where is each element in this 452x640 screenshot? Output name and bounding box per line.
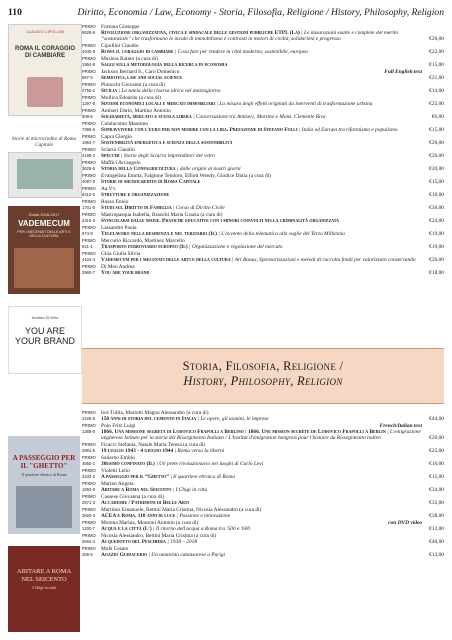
isbn-code: PRIMO 268-9: [82, 546, 96, 558]
entry-price: €44,00: [429, 416, 444, 423]
catalog-entry: [82, 251, 444, 263]
entry-author: Capra Giorgio: [101, 134, 132, 141]
entry-author: Iori Tullia, Mariotti Magno Alessandro (a cura di): [101, 410, 209, 416]
catalog-entry: [82, 533, 444, 545]
catalog-entry: [82, 43, 444, 55]
entry-title: Abitare a Roma nel Seicento: [101, 487, 172, 494]
entry-title: A passeggio per il “Ghetto”: [101, 474, 169, 481]
entry-author: Russo Ennio: [101, 199, 129, 206]
page-header: [8, 6, 444, 20]
entry-price: €12,00: [429, 526, 444, 533]
catalog-entry: [82, 199, 444, 211]
entry-body: [101, 43, 422, 55]
entry-title: Telelavoro nella residenza e nel terziario (Il): [101, 231, 217, 238]
book-cover-brand: [8, 306, 82, 374]
cover-image: [17, 159, 73, 189]
entry-price: €18,00: [429, 270, 444, 277]
entry-author: Evangelista Emma, Falgione Teodoro, Elliott Wendy, Giudice Daria (a cura di): [101, 173, 272, 180]
cover-author: CLAUDIO CIPOLLINI: [25, 29, 65, 34]
entry-title: Acquedotto del Peschiera: [101, 539, 166, 546]
entry-body: [101, 69, 422, 81]
entry-body: [101, 520, 422, 532]
caption-microcredito: Storie di microcredito di Roma Capitale: [11, 136, 77, 148]
entry-author: Musiera Rainer (a cura di): [101, 56, 158, 63]
entry-price: €15,00: [429, 127, 444, 134]
entry-title: Sostenibilità energetica e scienza della sostenibilità: [101, 140, 233, 147]
entry-body: [101, 212, 422, 224]
catalog-entry: [82, 173, 444, 185]
entry-title: Storie di microcredito di Roma Capitale: [101, 179, 201, 186]
entry-subtitle: | Il ritorno dell'acqua a Roma tra '500 e '600: [151, 526, 251, 533]
isbn-code: PRIMO 2891-6: [82, 442, 96, 454]
entry-title: ACEA e Roma. 110 anni di luce: [101, 513, 176, 520]
isbn-code: PRIMO 7396-6: [82, 121, 96, 133]
page-number: 110: [8, 7, 22, 18]
entry-subtitle: | Cosa fare per rendere la città moderna, sostenibile, europea: [173, 49, 308, 56]
entry-price: €22,00: [429, 49, 444, 56]
entry-title: Sistemi economici locali e mercati immobiliari: [101, 101, 216, 108]
entry-price: €40,00: [429, 539, 444, 546]
entry-body: [101, 108, 422, 120]
entry-body: [101, 455, 422, 467]
isbn-code: PRIMO 1593-0: [82, 481, 96, 493]
isbn-code: PRIMO 3233-2: [82, 468, 96, 480]
isbn-code: PRIMO 4104-4: [82, 251, 96, 263]
entry-subtitle: | Le opere, gli uomini, le imprese: [196, 416, 269, 423]
entry-author: Mulè Cesare: [101, 546, 129, 553]
catalog-entry: [82, 520, 444, 532]
catalog-entry: [82, 147, 444, 159]
entry-body: [101, 173, 422, 185]
isbn-code: PRIMO 4040-5: [82, 43, 96, 55]
book-cover-roma: [8, 24, 82, 116]
entry-subtitle: | Passione e innovazione: [175, 513, 231, 520]
entry-body: [101, 546, 422, 558]
entry-subtitle: | Roma verso la libertà: [173, 448, 225, 455]
book-cover-seicento: [8, 546, 80, 632]
isbn-code: PRIMO 3960-7: [82, 264, 96, 276]
isbn-code: PRIMO 1385-0: [82, 423, 96, 435]
entry-body: [101, 410, 422, 422]
entry-subtitle: | Corso di Diritto Civile: [171, 205, 225, 212]
cover-title: A PASSEGGIO PER IL "GHETTO": [12, 454, 76, 470]
catalog-entry: [82, 507, 444, 519]
entry-body: [101, 225, 422, 237]
entry-price: €36,00: [429, 205, 444, 212]
entry-price: €34,00: [429, 487, 444, 494]
entry-body: [101, 199, 422, 211]
entry-price: €6,00: [431, 114, 444, 121]
entry-subtitle: | La tutela della risorsa idrica nel mezzogiorno: [117, 88, 221, 95]
catalog-list-history: [82, 410, 444, 559]
entry-price: €20,00: [429, 435, 444, 442]
entry-title: 30esimo confinato (Il): [101, 461, 155, 468]
entry-price: €24,00: [429, 218, 444, 225]
entry-title: Vademecum per i mecenati delle arti e della cultura: [101, 257, 231, 264]
isbn-code: PRIMO 1200-7: [82, 520, 96, 532]
entry-title: Svincolarsi dalle mafie. Pratiche educative con i minori coinvolti nella criminalità organizzata: [101, 218, 339, 225]
entry-subtitle: | Conversazione tra Antiseri, Martino e Mons. Clemente Riva: [191, 114, 326, 121]
isbn-code: PRIMO 4199-2: [82, 147, 96, 159]
entry-body: [101, 468, 422, 480]
isbn-code: PRIMO 921-1: [82, 238, 96, 250]
entry-price: €12,00: [429, 552, 444, 559]
isbn-code: PRIMO 3625-5: [82, 160, 96, 172]
entry-body: [101, 147, 422, 159]
cover-title: YOU ARE YOUR BRAND: [14, 326, 75, 346]
entry-author: Martinez Emanuele, Bettini Maria Cristina, Nicosia Alessandro (a cura di): [101, 507, 262, 514]
catalog-entry: [82, 186, 444, 198]
entry-price: €15,00: [429, 179, 444, 186]
isbn-code: PRIMO 897-5: [82, 69, 96, 81]
entry-subtitle: | Un umanista catanzarese a Parigi: [147, 552, 226, 559]
cover-image: [27, 77, 63, 107]
entry-author: Polo Fritz Luigi: [101, 423, 136, 429]
entry-author: Mercurio Riccardo, Martinez Marcello: [101, 238, 185, 245]
entry-title: Studi sul Diritto di Famiglia: [101, 205, 172, 212]
catalog-entry: [82, 24, 444, 43]
entry-title: Strutture e organizzazione: [101, 192, 170, 199]
entry-author: Jackson Bernard S., Caro Domenico: [101, 69, 180, 76]
entry-title: You are your brand: [101, 270, 150, 277]
isbn-code: PRIMO 974-9: [82, 225, 96, 237]
entry-subtitle: | Le misurazioni esatte e complete del merito “sostanziale” che trasformano le incubi di immobilismo e contrasti in motori di civiltà, solidarietà e progresso: [101, 30, 399, 43]
catalog-entry: [82, 108, 444, 120]
entry-price: €38,00: [429, 513, 444, 520]
entry-price: €19,00: [429, 244, 444, 251]
entry-body: [101, 56, 422, 68]
isbn-code: PRIMO 2226-6: [82, 410, 96, 422]
cover-author: Andrea Di Meo: [31, 315, 59, 320]
catalog-entry: [82, 56, 444, 68]
entry-title: 1866. Una missione segreta di Lodovico Frapolli a Berlino / 1866. Une mission secrète de Lodovico Frapolli à Berlin: [101, 429, 386, 436]
entry-title: Semiotics, law and social science: [101, 75, 183, 82]
section-title-en: History, Philosophy, Religion: [183, 374, 343, 388]
entry-author: Ficacci Stefania, Natale Maria Teresa (a cura di): [101, 442, 206, 449]
cover-title: ABITARE A ROMA NEL SEICENTO: [16, 568, 72, 583]
entry-author: Mollica Edoardo (a cura di): [101, 95, 161, 102]
entry-author: Colalacomo Massimo: [101, 121, 149, 128]
isbn-code: PRIMO 4755-2: [82, 82, 96, 94]
entry-body: [101, 442, 422, 454]
entry-price: €20,00: [429, 257, 444, 264]
catalog-entry: [82, 69, 444, 81]
cover-label: Guida 2016-2017: [28, 212, 60, 217]
catalog-list-law-economy: [82, 24, 444, 277]
isbn-code: PRIMO 1701-5: [82, 199, 96, 211]
entry-subtitle: | Italia ed Europa tra riformismo e populismo: [297, 127, 398, 134]
entry-note: Full English text: [384, 69, 422, 76]
catalog-entry: [82, 225, 444, 237]
entry-title: Acqua e la città (L'): [101, 526, 152, 533]
entry-body: [101, 238, 422, 250]
section-title-it: Storia, Filosofia, Religione /: [182, 359, 344, 373]
isbn-code: PRIMO 4087-0: [82, 173, 96, 185]
catalog-entry: [82, 95, 444, 107]
entry-price: €21,00: [429, 75, 444, 82]
entry-body: [101, 134, 422, 146]
entry-author: Sciarra Claudio: [101, 147, 135, 154]
entry-author: Morena Marina, Montoni Antonio (a cura di): [101, 520, 199, 527]
entry-author: Di Meo Andrea: [101, 264, 135, 271]
entry-body: [101, 121, 422, 133]
entry-subtitle: | Il quartiere ebraico di Roma: [169, 474, 235, 481]
catalog-entry: [82, 481, 444, 493]
entry-subtitle: | 1938 – 2018: [165, 539, 198, 546]
entry-author: Cassese Giovanna (a cura di): [101, 494, 164, 501]
book-cover-vademecum: [8, 206, 80, 294]
book-cover-microcredito: [8, 152, 82, 198]
entry-price: €20,00: [429, 36, 444, 43]
isbn-code: PRIMO 9829-9: [82, 24, 96, 36]
entry-author: Fortuna Giuseppe: [101, 24, 140, 30]
catalog-entry: [82, 442, 444, 454]
entry-subtitle: | dalle origini ai nostri giorni: [175, 166, 241, 173]
isbn-code: PRIMO 1297-6: [82, 95, 96, 107]
isbn-code: PRIMO 1964-7: [82, 134, 96, 146]
cover-image: [16, 486, 72, 528]
entry-body: [101, 481, 422, 493]
entry-title: Sopravvivere con l'euro per non morire con la lira. Prefazione di Stefano Folli: [101, 127, 298, 134]
entry-author: Violetti Lelio: [101, 468, 130, 475]
entry-price: €10,00: [429, 192, 444, 199]
entry-price: €35,00: [429, 500, 444, 507]
running-title: Diritto, Economia / Law, Economy - Storia, Filosofia, Religione / History, Philosophy, Religion: [77, 7, 444, 18]
entry-price: €20,00: [429, 140, 444, 147]
entry-body: [101, 160, 422, 172]
entry-title: 19 luglio 1943 - 4 giugno 1944: [101, 448, 174, 455]
cover-title: VADEMECUM: [18, 219, 70, 228]
entry-subtitle: | Organizzazione e regolazione del mercato: [187, 244, 283, 251]
catalog-entry: [82, 494, 444, 506]
entry-title: Specchi: [101, 153, 120, 160]
entry-subtitle: | L'avvento della telematica alle soglie del Terzo Millennio: [216, 231, 345, 238]
entry-subtitle: | L'emigrazione ungherese Istituto per la storia del Risorgimento Italiano / L'Institut d'émigration hongrois pour l'histoire du Risorgimento italien: [101, 429, 421, 442]
catalog-entry: [82, 423, 444, 442]
isbn-code: PRIMO 4850-1: [82, 455, 96, 467]
entry-title: Sicilia: [101, 88, 118, 95]
entry-title: Accademie / Patrimoni di Belle Arti: [101, 500, 189, 507]
isbn-code: PRIMO 3820-4: [82, 507, 96, 519]
entry-price: €15,00: [429, 62, 444, 69]
cover-subtitle: I Chigi in città: [32, 585, 56, 590]
entry-title: Storia della Confagricoltura: [101, 166, 176, 173]
catalog-entry: [82, 121, 444, 133]
isbn-code: PRIMO 2316-3: [82, 212, 96, 224]
isbn-code: PRIMO 808-6: [82, 108, 96, 120]
entry-subtitle: | Art Bonus, Sponsorizzazioni e metodi di raccolta fondi per valorizzare conservando: [230, 257, 416, 264]
entry-author: Maffici Arcangelo: [101, 160, 141, 167]
entry-body: [101, 24, 422, 43]
entry-title: Rivoluzione organizzativa, civica e sindacale delle gestioni pubbliche ETPL (La): [101, 30, 300, 37]
entry-author: Marino Angela: [101, 481, 134, 488]
entry-price: €20,00: [429, 153, 444, 160]
isbn-code: PRIMO 6410-0: [82, 186, 96, 198]
entry-author: Aa.Vv.: [101, 186, 117, 193]
section-header-history: [82, 348, 444, 404]
entry-title: Trasporto ferroviario europeo (Il): [101, 244, 188, 251]
entry-author: Ghia Giulia Silvia: [101, 251, 141, 258]
entry-body: [101, 494, 422, 506]
entry-author: Antiseri Dario, Martino Antonio: [101, 108, 171, 115]
cover-subtitle: PER I MECENATI DELLE ARTI E DELLA CULTURA: [17, 230, 71, 239]
entry-note: con DVD video: [388, 520, 422, 527]
cover-column: [8, 24, 80, 634]
entry-title: Saggi sulla metodologia della ricerca in economia: [101, 62, 228, 69]
entry-body: [101, 82, 422, 94]
entry-note: French/Italian text: [379, 423, 422, 429]
entry-price: €25,00: [429, 101, 444, 108]
entry-title: 150 anni di storia del cemento in Italia: [101, 416, 197, 423]
isbn-code: PRIMO 3664-4: [82, 533, 96, 545]
catalog-entry: [82, 82, 444, 94]
entry-subtitle: | I Chigi in città: [171, 487, 208, 494]
cover-image: [14, 248, 74, 288]
entry-title: Agazio Guidacerio: [101, 552, 148, 559]
entry-title: Roma il coraggio di cambiare: [101, 49, 174, 56]
entry-price: €15,00: [429, 474, 444, 481]
entry-price: €16,00: [429, 461, 444, 468]
catalog-entry: [82, 160, 444, 172]
catalog-entry: [82, 546, 444, 558]
entry-body: [101, 507, 422, 519]
entry-author: Lassandro Paola: [101, 225, 137, 232]
catalog-entry: [82, 134, 444, 146]
catalog-entry: [82, 264, 444, 276]
isbn-code: PRIMO 2671-3: [82, 494, 96, 506]
cover-title: ROMA IL CORAGGIO DI CAMBIARE: [15, 46, 75, 59]
entry-body: [101, 264, 422, 276]
entry-body: [101, 423, 422, 442]
catalog-entry: [82, 468, 444, 480]
entry-title: Solidarietà, mercato e scuola libera: [101, 114, 192, 121]
entry-body: [101, 186, 422, 198]
catalog-entry: [82, 410, 444, 422]
entry-body: [101, 533, 422, 545]
entry-subtitle: | La misura degli effetti originati da interventi di trasformazione urbana: [215, 101, 373, 108]
entry-subtitle: | Un prete rivoluzionario nei luoghi di Carlo Levi: [154, 461, 264, 468]
entry-body: [101, 251, 422, 263]
entry-subtitle: | Storie degli Sciarra imprenditori del vetro: [119, 153, 215, 160]
entry-price: €19,00: [429, 231, 444, 238]
book-cover-ghetto: [8, 436, 80, 534]
entry-author: Salierno Emilio: [101, 455, 135, 462]
cover-subtitle: Il quartiere ebraico di Roma: [21, 472, 67, 477]
entry-price: €20,00: [429, 166, 444, 173]
entry-price: €14,00: [429, 88, 444, 95]
catalog-entry: [82, 212, 444, 224]
catalog-entry: [82, 455, 444, 467]
entry-author: Pinnochi Giovanni (a cura di): [101, 82, 166, 89]
catalog-entry: [82, 238, 444, 250]
entry-body: [101, 95, 422, 107]
entry-price: €25,00: [429, 448, 444, 455]
entry-author: Nicosia Alessandro, Bettini Maria Cristina (a cura di): [101, 533, 217, 540]
entry-author: Mastropasqua Isabella, Branchi Maria Grazia (a cura di): [101, 212, 223, 219]
isbn-code: PRIMO 1954-8: [82, 56, 96, 68]
entry-author: Cipollini Claudio: [101, 43, 139, 50]
